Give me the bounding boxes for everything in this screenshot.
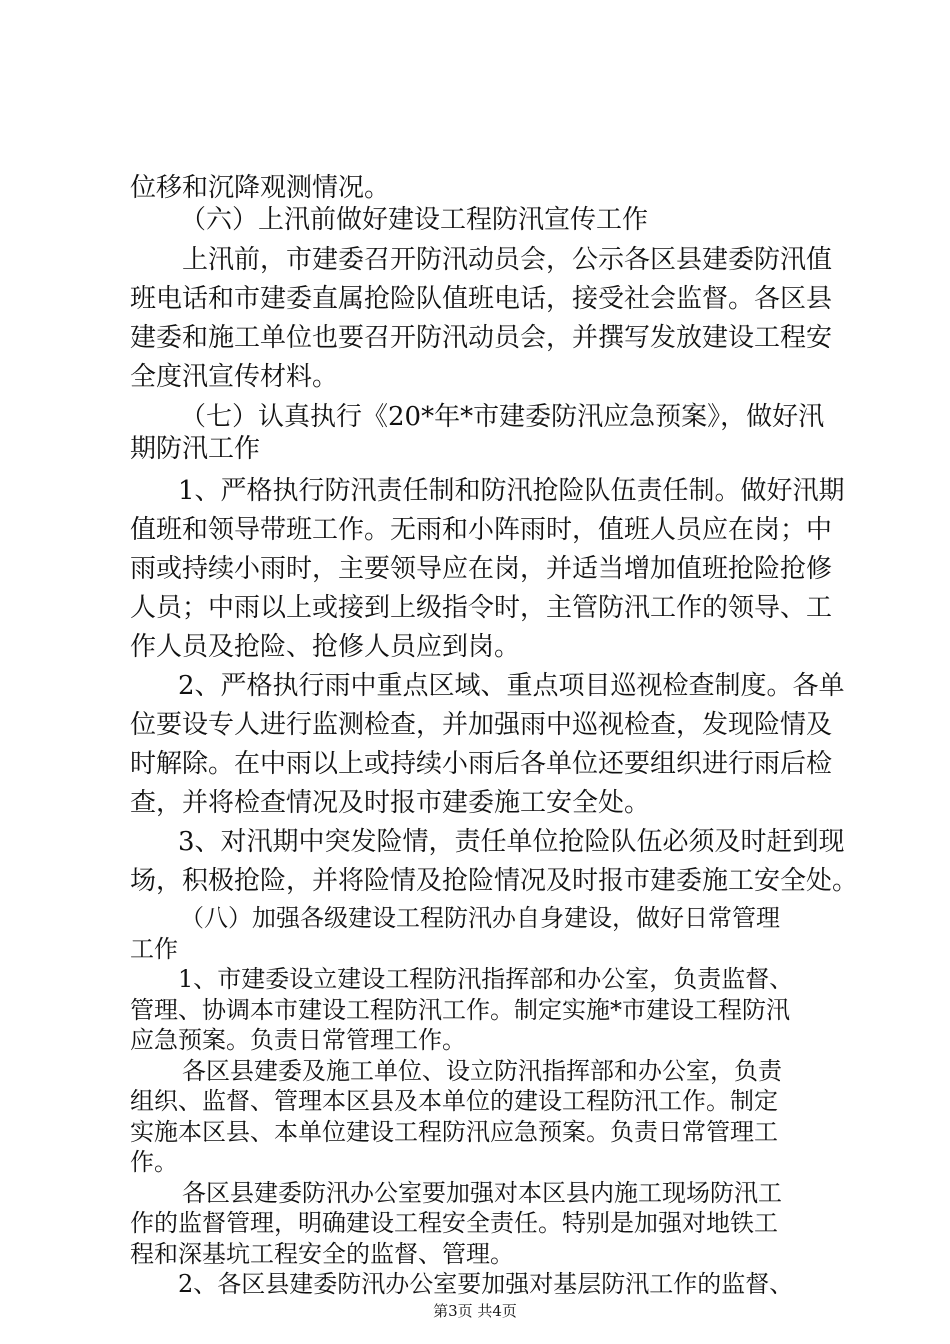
text-line: 值班和领导带班工作。无雨和小阵雨时，值班人员应在岗；中 [130,515,833,545]
section-heading: 工作 [130,935,178,963]
text-line: 2、严格执行雨中重点区域、重点项目巡视检查制度。各单 [178,671,845,701]
text-line: 查，并将检查情况及时报市建委施工安全处。 [130,788,651,818]
section-heading: （七）认真执行《20*年*市建委防汛应急预案》，做好汛 [180,402,825,432]
text-line: 雨或持续小雨时，主要领导应在岗，并适当增加值班抢险抢修 [130,554,833,584]
text-line: 1、市建委设立建设工程防汛指挥部和办公室，负责监督、 [178,965,794,993]
section-heading: （八）加强各级建设工程防汛办自身建设，做好日常管理 [180,904,780,932]
text-line: 实施本区县、本单位建设工程防汛应急预案。负责日常管理工 [130,1118,778,1146]
text-line: 场，积极抢险，并将险情及抢险情况及时报市建委施工安全处。 [130,866,859,896]
text-line: 1、严格执行防汛责任制和防汛抢险队伍责任制。做好汛期 [178,476,845,506]
section-heading: 期防汛工作 [130,434,261,464]
text-line: 程和深基坑工程安全的监督、管理。 [130,1240,514,1268]
text-line: 2、各区县建委防汛办公室要加强对基层防汛工作的监督、 [178,1270,794,1298]
text-line: 作人员及抢险、抢修人员应到岗。 [130,632,521,662]
text-line: 班电话和市建委直属抢险队值班电话，接受社会监督。各区县 [130,284,833,314]
text-line: 全度汛宣传材料。 [130,362,339,392]
text-line: 时解除。在中雨以上或持续小雨后各单位还要组织进行雨后检 [130,749,833,779]
text-line: 建委和施工单位也要召开防汛动员会，并撰写发放建设工程安 [130,323,833,353]
text-line: 位移和沉降观测情况。 [130,173,391,203]
text-line: 各区县建委防汛办公室要加强对本区县内施工现场防汛工 [182,1179,782,1207]
page-number-footer: 第3页 共4页 [433,1302,517,1320]
text-line: 管理、协调本市建设工程防汛工作。制定实施*市建设工程防汛 [130,996,790,1024]
text-line: 组织、监督、管理本区县及本单位的建设工程防汛工作。制定 [130,1087,778,1115]
text-line: 应急预案。负责日常管理工作。 [130,1026,466,1054]
text-line: 作的监督管理，明确建设工程安全责任。特别是加强对地铁工 [130,1209,778,1237]
section-heading: （六）上汛前做好建设工程防汛宣传工作 [180,205,649,235]
text-line: 位要设专人进行监测检查，并加强雨中巡视检查，发现险情及 [130,710,833,740]
text-line: 作。 [130,1148,178,1176]
text-line: 3、对汛期中突发险情，责任单位抢险队伍必须及时赶到现 [178,827,845,857]
text-line: 各区县建委及施工单位、设立防汛指挥部和办公室，负责 [182,1057,782,1085]
text-line: 人员；中雨以上或接到上级指令时，主管防汛工作的领导、工 [130,593,833,623]
text-line: 上汛前，市建委召开防汛动员会，公示各区县建委防汛值 [182,245,833,275]
